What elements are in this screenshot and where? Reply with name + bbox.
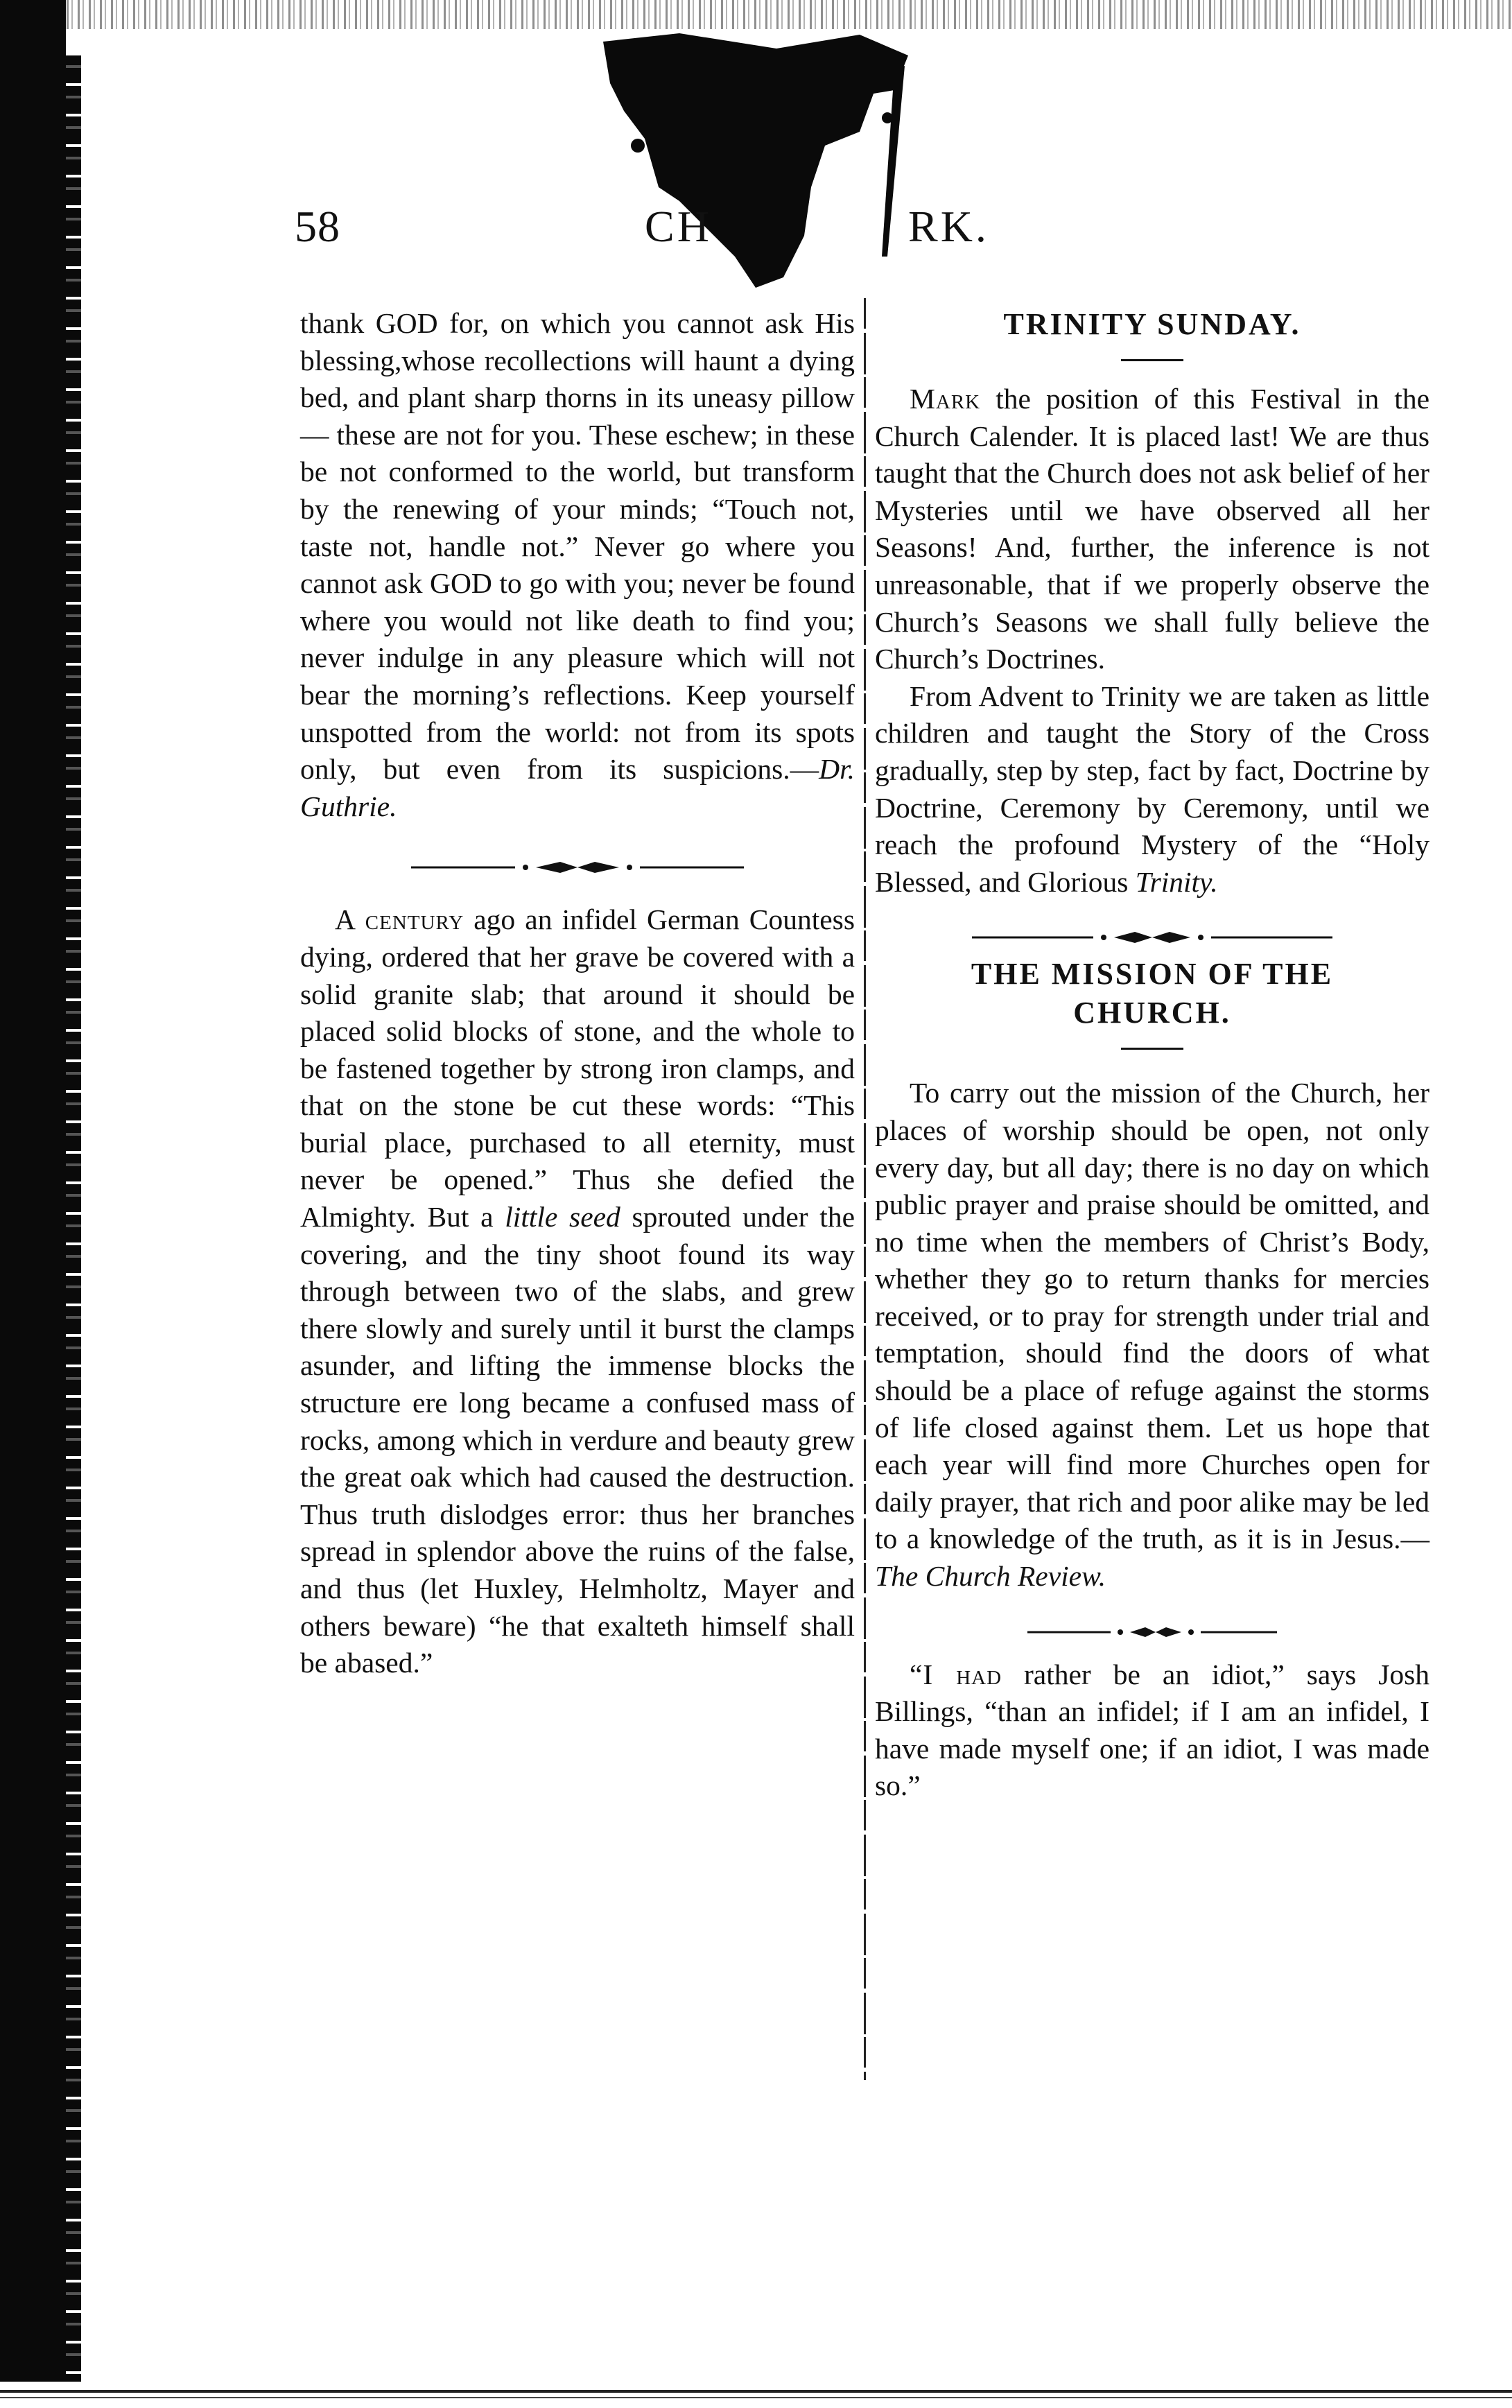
left-column [300,305,855,1682]
countess-italic: little seed [505,1201,620,1233]
ornament-divider [875,920,1430,941]
ornament-divider [875,1615,1430,1636]
scan-top-noise [0,0,1512,29]
guthrie-text: thank GOD for, on which you cannot ask His blessing,whose recollections will haunt a dying bed, and plant sharp thorns in its uneasy pillow— these are not for you. These eschew; in these be not conformed to the world, but transform by the renewing of your minds; “Touch not, taste not, handle not.” Never go where you cannot ask GOD to go with you; never be found where you would not like death to find you; never indulge in any pleasure which will not bear the morning’s reflections. Keep yourself unspotted from the world: not from its spots only, but even from its suspicions.— [300,307,855,786]
running-head-left: CH [645,202,712,251]
mission-attribution: The Church Review. [875,1560,1106,1593]
running-head-right: RK. [908,202,989,251]
trinity-lead: Mark [910,383,981,415]
mission-title-line-1: THE MISSION OF THE [971,957,1334,991]
trinity-text-2: From Advent to Trinity we are taken as little children and taught the Story of the Cross gradually, step by step, fact by fact, Doctrine by Doctrine, Ceremony by Ceremony, until we reach the profound Mystery of the “Holy Blessed, and Glorious [875,679,1430,898]
trinity-text-1: the position of this Festival in the Church Calender. It is placed last! We are thus taught that the Church does not ask belief of her Mysteries until we have observed all her Seasons! And, further, the inference is not unreasonable, that if we properly observe the Church’s Seasons we shall fully believe the Church’s Doctrines. [875,383,1430,675]
billings-paragraph [875,1656,1430,1805]
column-divider [864,298,866,2080]
mission-paragraph [875,1075,1430,1595]
billings-text: rather be an idiot,” says Josh Billings, “than an infidel; if I am an infidel, I have made myself one; if an idiot, I was made so.” [875,1658,1430,1802]
trinity-paragraph-2 [875,678,1430,901]
countess-paragraph [300,901,855,1681]
ornament-divider [300,850,855,871]
mission-text: To carry out the mission of the Church, her places of worship should be open, not only every day, but all day; there is no day on which public prayer and praise should be omitted, and no time when the members of Christ’s Body, whether they go to return thanks for mercies received, or to pray for strength under trial and temptation, should find the doors of what should be a place of refuge against the storms of life closed against them. Let us hope that each year will find more Churches open for daily prayer, that rich and poor alike may be led to a knowledge of the truth, as it is in Jesus.— [875,1077,1430,1555]
guthrie-attribution: Dr. Guthrie. [300,753,855,822]
trinity-title: TRINITY SUNDAY. [1003,307,1301,341]
trinity-italic: Trinity. [1135,865,1218,898]
mission-title-line-2: CHURCH. [1073,996,1231,1030]
title-rule [1121,1048,1183,1050]
ink-blot-damage [596,28,915,291]
page-number: 58 [295,202,340,251]
countess-text-1: ago an infidel German Countess dying, ordered that her grave be covered with a solid granite slab; that around it should be placed solid blocks of stone, and the whole to be fastened together by strong iron clamps, and that on the stone be cut these words: “This burial place, purchased to all eternity, must never be opened.” Thus she defied the Almighty. But a [300,903,855,1233]
guthrie-paragraph [300,305,855,825]
trinity-paragraph-1 [875,381,1430,678]
countess-text-2: sprouted under the covering, and the tiny shoot found its way through between two of the slabs, and grew there slowly and surely until it burst the clamps asunder, and lifting the immense blocks the structure ere long became a confused mass of rocks, among which in verdure and beauty grew the great oak which had caused the destruction. Thus truth dislodges error: thus her branches spread in splendor above the ruins of the false, and thus (let Huxley, Helmholtz, Mayer and others beware) “he that exalteth himself shall be abased.” [300,1201,855,1679]
scan-bottom-strip [0,2382,1512,2408]
billings-lead: “I had [910,1658,1002,1690]
countess-lead: A century [335,903,464,936]
title-rule [1121,359,1183,361]
right-column [875,305,1430,1805]
scan-left-border [0,0,66,2408]
scan-left-border-edge [66,55,81,2399]
